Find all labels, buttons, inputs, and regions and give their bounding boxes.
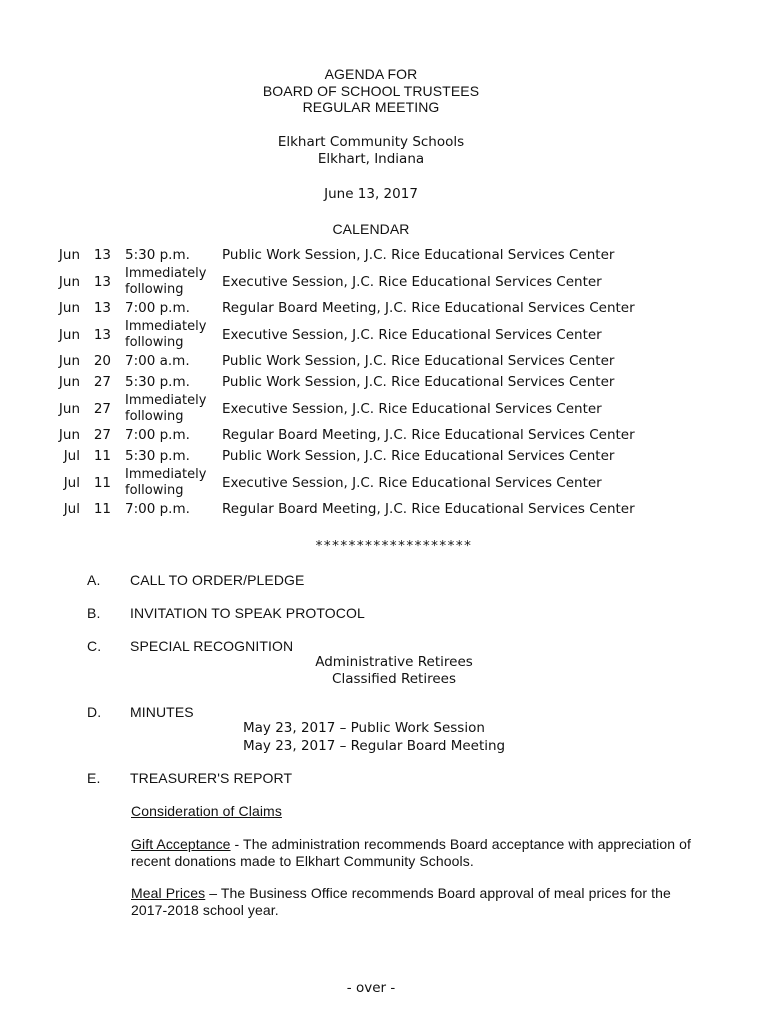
calendar-month: Jun xyxy=(58,353,80,369)
calendar-day: 27 xyxy=(93,374,111,390)
calendar-row xyxy=(0,352,770,373)
calendar-time: Immediately following xyxy=(125,266,207,297)
item-d-subitems xyxy=(243,720,505,755)
item-d-sub-2: May 23, 2017 – Regular Board Meeting xyxy=(243,737,506,754)
item-d-label: MINUTES xyxy=(130,704,194,720)
item-e-label: TREASURER'S REPORT xyxy=(130,770,293,786)
calendar-row xyxy=(0,320,770,352)
item-e-letter: E. xyxy=(87,770,101,786)
calendar-event: Public Work Session, J.C. Rice Educational Services Center xyxy=(222,374,615,390)
calendar-day: 13 xyxy=(93,300,111,316)
calendar-time: Immediately following xyxy=(125,319,207,350)
calendar-event: Public Work Session, J.C. Rice Educational Services Center xyxy=(222,448,615,464)
title-line-1: AGENDA FOR xyxy=(324,66,418,82)
calendar-time: Immediately following xyxy=(125,393,207,424)
item-c-letter: C. xyxy=(87,638,102,654)
meal-prices-text: – The Business Office recommends Board approval of meal prices for the 2017-2018 school year. xyxy=(131,885,671,918)
gift-acceptance-text: - The administration recommends Board acceptance with appreciation of recent donations made to Elkhart Community Schools. xyxy=(131,836,691,869)
calendar-day: 20 xyxy=(93,353,111,369)
calendar-time: 5:30 p.m. xyxy=(125,247,190,263)
calendar-day: 11 xyxy=(93,448,111,464)
item-c-sub-2: Classified Retirees xyxy=(332,671,456,687)
meeting-date: June 13, 2017 xyxy=(324,186,418,202)
claims-title: Consideration of Claims xyxy=(131,803,282,819)
calendar-event: Public Work Session, J.C. Rice Educational Services Center xyxy=(222,353,615,369)
calendar-month: Jun xyxy=(58,247,80,263)
item-a-letter: A. xyxy=(87,572,101,588)
calendar-time: 7:00 a.m. xyxy=(125,353,190,369)
calendar-time: 5:30 p.m. xyxy=(125,374,190,390)
calendar-row xyxy=(0,267,770,299)
calendar-month: Jun xyxy=(58,327,80,343)
calendar-row xyxy=(0,426,770,447)
calendar-event: Regular Board Meeting, J.C. Rice Educational Services Center xyxy=(222,427,635,443)
calendar-row xyxy=(0,373,770,394)
calendar-row xyxy=(0,500,770,521)
calendar-month: Jul xyxy=(63,501,80,517)
calendar-month: Jun xyxy=(58,401,80,417)
calendar-day: 13 xyxy=(93,247,111,263)
calendar-month: Jun xyxy=(58,300,80,316)
calendar-day: 27 xyxy=(93,401,111,417)
title-line-2: BOARD OF SCHOOL TRUSTEES xyxy=(262,82,480,99)
claims-heading xyxy=(131,803,691,820)
calendar-event: Executive Session, J.C. Rice Educational Services Center xyxy=(222,401,602,417)
calendar-row xyxy=(0,468,770,500)
gift-acceptance-paragraph xyxy=(131,836,691,869)
item-b-label: INVITATION TO SPEAK PROTOCOL xyxy=(130,605,365,621)
calendar-day: 11 xyxy=(93,475,111,491)
calendar-row xyxy=(0,246,770,267)
calendar-row xyxy=(0,299,770,320)
calendar-event: Regular Board Meeting, J.C. Rice Educational Services Center xyxy=(222,501,635,517)
calendar-time: 7:00 p.m. xyxy=(125,300,190,316)
calendar-row xyxy=(0,394,770,426)
calendar-event: Executive Session, J.C. Rice Educational Services Center xyxy=(222,327,602,343)
calendar-row xyxy=(0,447,770,468)
calendar-day: 13 xyxy=(93,327,111,343)
item-c-subitems xyxy=(0,654,770,688)
meal-prices-title: Meal Prices xyxy=(131,885,206,901)
district-block xyxy=(0,134,742,168)
page-footer: - over - xyxy=(346,980,396,996)
calendar-time: 7:00 p.m. xyxy=(125,427,190,443)
calendar-day: 13 xyxy=(93,274,111,290)
calendar-time: Immediately following xyxy=(125,467,207,498)
item-c-sub-1: Administrative Retirees xyxy=(315,654,473,670)
title-line-3: REGULAR MEETING xyxy=(302,99,440,115)
calendar-month: Jul xyxy=(63,448,80,464)
calendar-month: Jun xyxy=(58,374,80,390)
calendar-day: 27 xyxy=(93,427,111,443)
calendar-event: Executive Session, J.C. Rice Educational Services Center xyxy=(222,274,602,290)
calendar-month: Jul xyxy=(63,475,80,491)
calendar-time: 5:30 p.m. xyxy=(125,448,190,464)
calendar-day: 11 xyxy=(93,501,111,517)
district-name: Elkhart Community Schools xyxy=(277,134,465,150)
calendar-event: Regular Board Meeting, J.C. Rice Educational Services Center xyxy=(222,300,635,316)
item-c-label: SPECIAL RECOGNITION xyxy=(130,638,294,654)
gift-acceptance-title: Gift Acceptance xyxy=(131,836,231,852)
agenda-title xyxy=(0,66,742,116)
item-d-sub-1: May 23, 2017 – Public Work Session xyxy=(243,720,485,736)
item-d-letter: D. xyxy=(87,704,102,720)
item-a-label: CALL TO ORDER/PLEDGE xyxy=(130,572,305,588)
calendar-title: CALENDAR xyxy=(332,221,410,237)
calendar-month: Jun xyxy=(58,427,80,443)
separator-stars: ******************* xyxy=(315,538,473,554)
calendar-month: Jun xyxy=(58,274,80,290)
item-b-letter: B. xyxy=(87,605,101,621)
calendar-time: 7:00 p.m. xyxy=(125,501,190,517)
calendar-event: Executive Session, J.C. Rice Educational Services Center xyxy=(222,475,602,491)
meal-prices-paragraph xyxy=(131,885,691,918)
calendar-event: Public Work Session, J.C. Rice Educational Services Center xyxy=(222,247,615,263)
district-location: Elkhart, Indiana xyxy=(317,151,425,167)
